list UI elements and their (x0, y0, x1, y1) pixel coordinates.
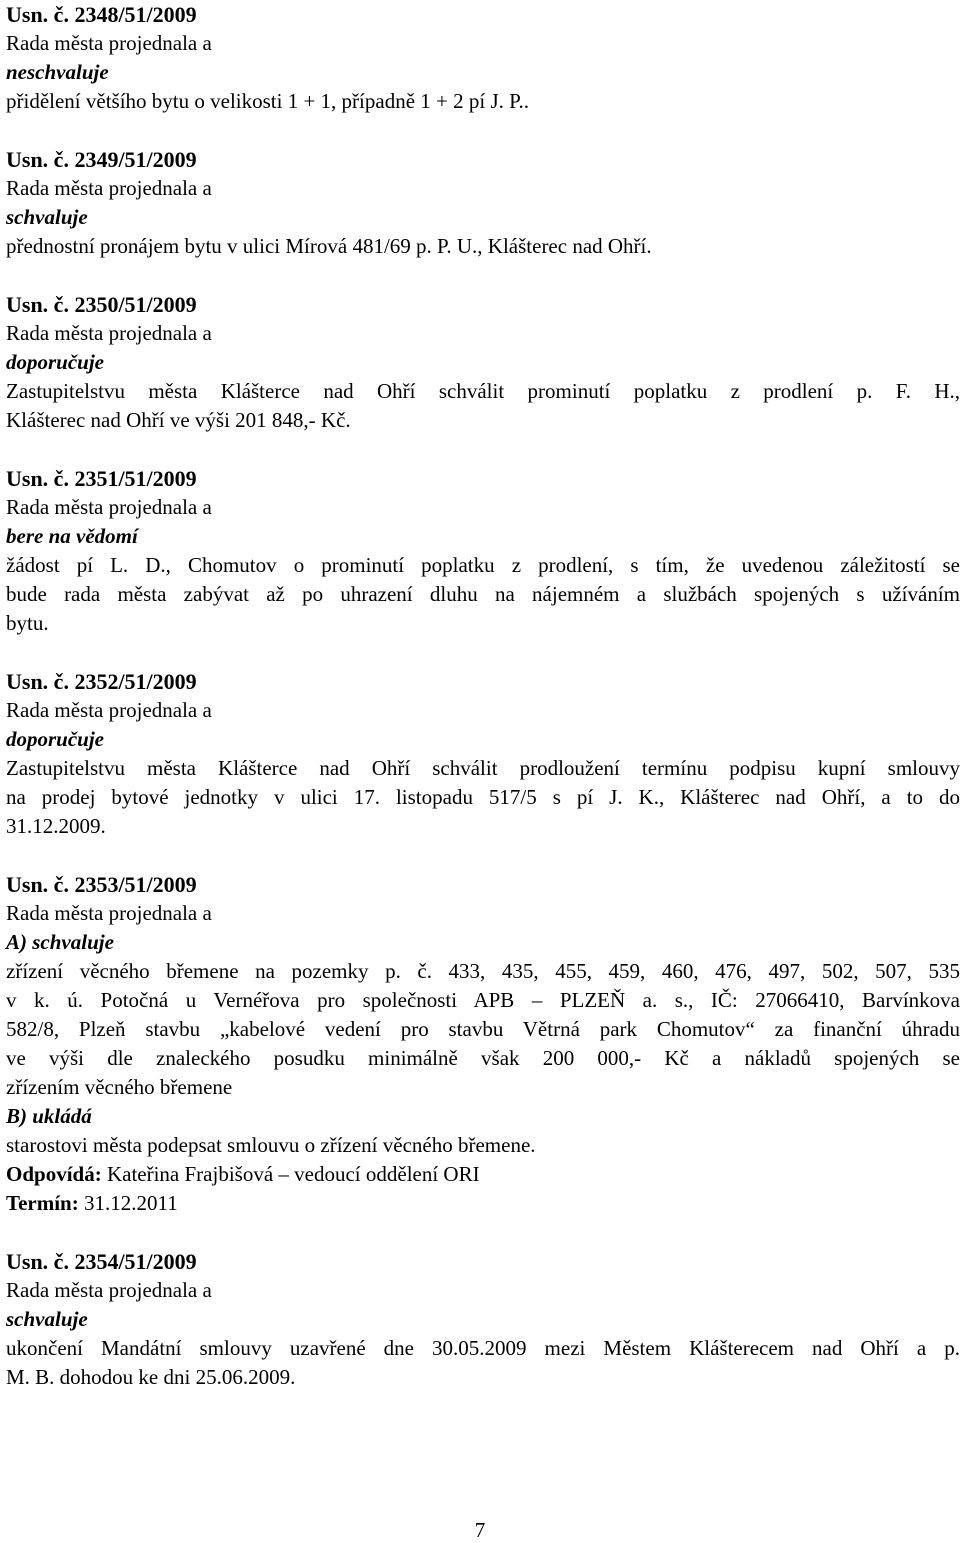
resolution-text-line: ve výši dle znaleckého posudku minimálně však 200 000,- Kč a nákladů spojených se (6, 1046, 960, 1070)
resolution-text-line: Zastupitelstvu města Klášterce nad Ohří schválit prominutí poplatku z prodlení p. F. H., (6, 379, 960, 403)
resolution-verb: bere na vědomí (6, 524, 138, 548)
resolution-number: Usn. č. 2353/51/2009 (6, 872, 197, 897)
deadline-value: 31.12.2011 (78, 1191, 178, 1215)
resolution-intro: Rada města projednala a (6, 698, 212, 722)
resolution-intro: Rada města projednala a (6, 321, 212, 345)
resolution-2352 (6, 667, 960, 841)
resolution-verb: neschvaluje (6, 60, 109, 84)
resolution-verb-b: B) ukládá (6, 1104, 92, 1128)
resolution-text-line: zřízením věcného břemene (6, 1075, 233, 1099)
resolution-number: Usn. č. 2349/51/2009 (6, 147, 197, 172)
resolution-text-line: bytu. (6, 611, 49, 635)
responsible-label: Odpovídá: (6, 1162, 102, 1186)
resolution-number: Usn. č. 2354/51/2009 (6, 1249, 197, 1274)
spacer (6, 841, 960, 870)
resolution-intro: Rada města projednala a (6, 495, 212, 519)
spacer (6, 638, 960, 667)
resolution-text-line: zřízení věcného břemene na pozemky p. č. 433, 435, 455, 459, 460, 476, 497, 502, 507, 535 (6, 959, 960, 983)
resolution-verb: schvaluje (6, 1307, 88, 1331)
deadline-line (6, 1189, 960, 1218)
resolution-intro: Rada města projednala a (6, 1278, 212, 1302)
spacer (6, 261, 960, 290)
spacer (6, 1218, 960, 1247)
resolution-2354 (6, 1247, 960, 1392)
responsible-line (6, 1160, 960, 1189)
resolution-text-line: 31.12.2009. (6, 814, 106, 838)
resolution-2351 (6, 464, 960, 638)
resolution-text-line: přidělení většího bytu o velikosti 1 + 1, případně 1 + 2 pí J. P.. (6, 89, 529, 113)
resolution-2353 (6, 870, 960, 1218)
document-page (6, 0, 960, 1543)
spacer (6, 435, 960, 464)
resolution-text-line: v k. ú. Potočná u Vernéřova pro společnosti APB – PLZEŇ a. s., IČ: 27066410, Barvínkova (6, 988, 960, 1012)
resolution-2349 (6, 145, 960, 261)
responsible-value: Kateřina Frajbišová – vedoucí oddělení ORI (101, 1162, 480, 1186)
resolution-text-line: 582/8, Plzeň stavbu „kabelové vedení pro stavbu Větrná park Chomutov“ za finanční úhradu (6, 1017, 960, 1041)
resolution-2348 (6, 0, 960, 116)
resolution-verb-a: A) schvaluje (6, 930, 114, 954)
resolution-text-line: ukončení Mandátní smlouvy uzavřené dne 30.05.2009 mezi Městem Klášterecem nad Ohří a p. (6, 1336, 960, 1360)
resolution-text-line: přednostní pronájem bytu v ulici Mírová 481/69 p. P. U., Klášterec nad Ohří. (6, 234, 652, 258)
resolution-intro: Rada města projednala a (6, 176, 212, 200)
resolution-verb: schvaluje (6, 205, 88, 229)
resolution-text-line: bude rada města zabývat až po uhrazení dluhu na nájemném a službách spojených s užíváním (6, 582, 960, 606)
resolution-verb: doporučuje (6, 727, 105, 751)
resolution-text-line: na prodej bytové jednotky v ulici 17. listopadu 517/5 s pí J. K., Klášterec nad Ohří, a to do (6, 785, 960, 809)
resolution-number: Usn. č. 2350/51/2009 (6, 292, 197, 317)
resolution-text-line: Zastupitelstvu města Klášterce nad Ohří schválit prodloužení termínu podpisu kupní smlouvy (6, 756, 960, 780)
resolution-text-line: žádost pí L. D., Chomutov o prominutí poplatku z prodlení, s tím, že uvedenou záležitostí se (6, 553, 960, 577)
deadline-label: Termín: (6, 1191, 79, 1215)
resolution-text-line: Klášterec nad Ohří ve výši 201 848,- Kč. (6, 408, 351, 432)
resolution-verb: doporučuje (6, 350, 105, 374)
resolution-2350 (6, 290, 960, 435)
resolution-number: Usn. č. 2351/51/2009 (6, 466, 197, 491)
resolution-text-line: starostovi města podepsat smlouvu o zřízení věcného břemene. (6, 1133, 536, 1157)
resolution-number: Usn. č. 2348/51/2009 (6, 2, 197, 27)
resolution-number: Usn. č. 2352/51/2009 (6, 669, 197, 694)
resolution-intro: Rada města projednala a (6, 31, 212, 55)
resolution-intro: Rada města projednala a (6, 901, 212, 925)
resolution-text-line: M. B. dohodou ke dni 25.06.2009. (6, 1365, 296, 1389)
spacer (6, 116, 960, 145)
page-number: 7 (474, 1518, 486, 1542)
